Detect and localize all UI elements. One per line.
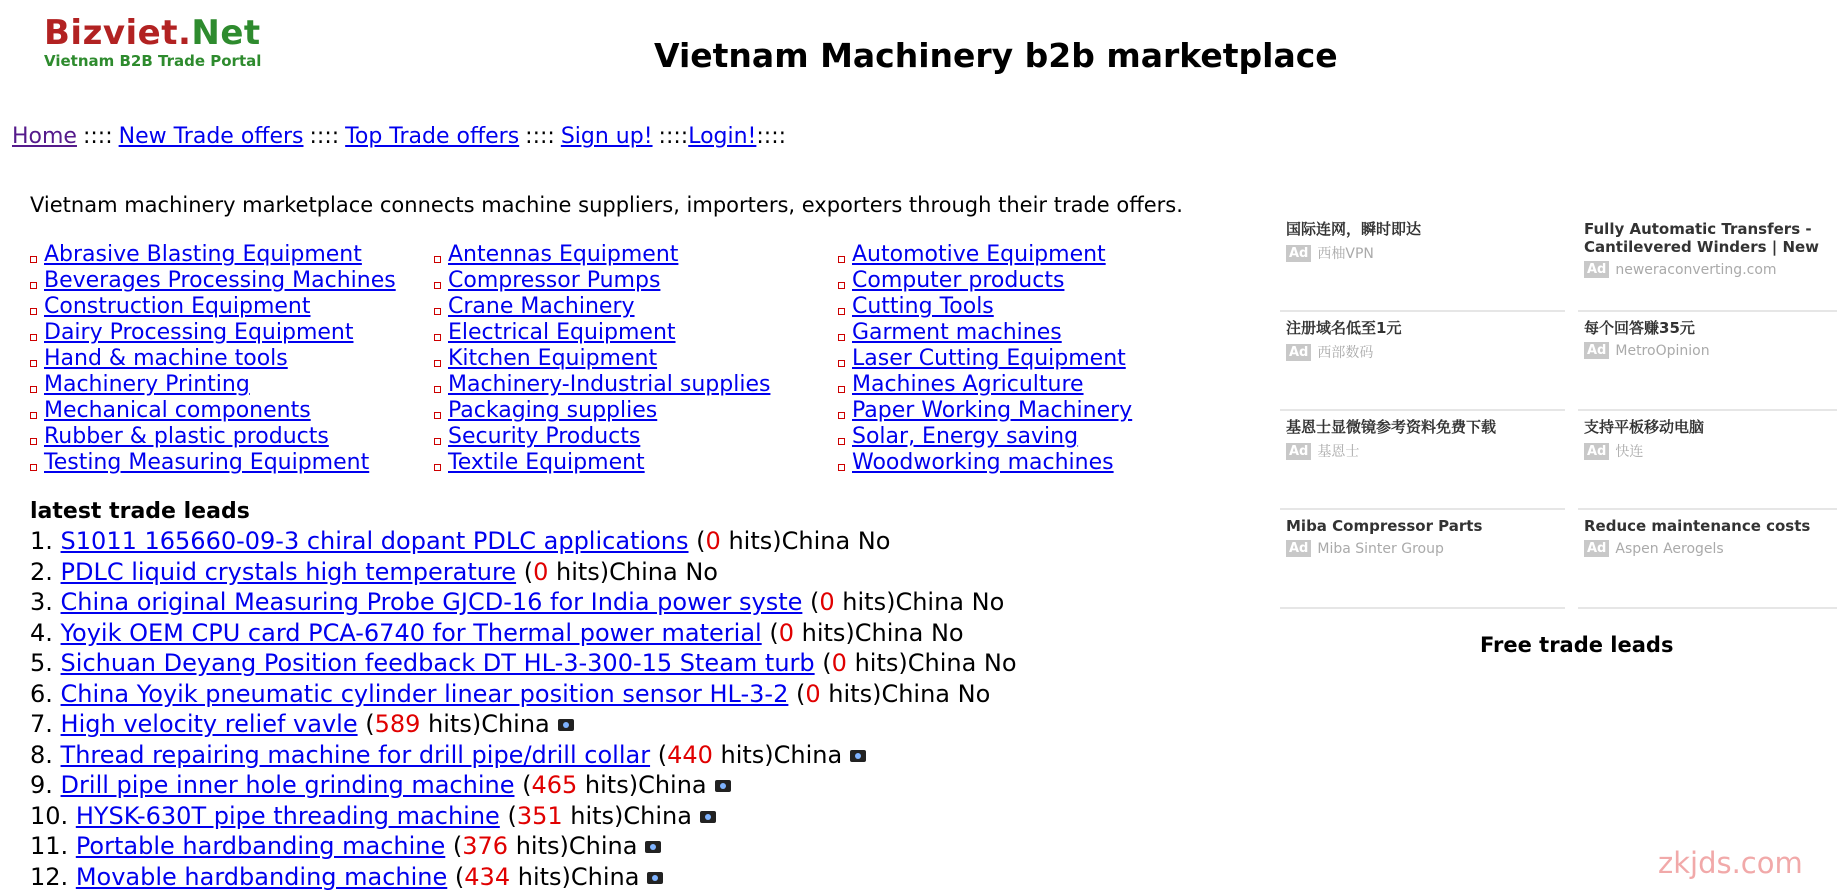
category-item: [838, 346, 1242, 372]
paren: (: [514, 771, 532, 799]
paren: (: [650, 740, 668, 769]
trade-lead-row: [30, 740, 1017, 771]
category-link[interactable]: Laser Cutting Equipment: [852, 346, 1126, 371]
category-link[interactable]: Packaging supplies: [448, 398, 658, 423]
category-link[interactable]: Hand & machine tools: [44, 346, 288, 371]
trade-lead-row: [30, 557, 1017, 588]
lead-link[interactable]: High velocity relief vavle: [60, 710, 358, 738]
lead-suffix: hits)China No: [801, 618, 964, 647]
trade-lead-row: [30, 679, 1017, 710]
category-link[interactable]: Beverages Processing Machines: [44, 268, 396, 293]
category-link[interactable]: Compressor Pumps: [448, 268, 661, 293]
category-link[interactable]: Solar, Energy saving: [852, 424, 1079, 449]
paren: (: [788, 679, 806, 708]
lead-link[interactable]: Portable hardbanding machine: [75, 832, 446, 860]
category-item: [434, 268, 838, 294]
leads-heading: latest trade leads: [30, 499, 250, 524]
ad-card[interactable]: [1280, 210, 1565, 312]
paren: (: [357, 710, 375, 738]
lead-suffix: hits)China No: [854, 649, 1017, 677]
ad-source[interactable]: 快连: [1615, 444, 1644, 460]
bullet-icon: [434, 308, 441, 315]
bullet-icon: [838, 334, 845, 341]
trade-lead-row: [30, 862, 1017, 893]
trade-lead-row: [30, 801, 1017, 832]
nav-separator: ::::: [82, 124, 113, 149]
nav-top-trade-offers-link[interactable]: Top Trade offers: [345, 124, 520, 149]
category-link[interactable]: Dairy Processing Equipment: [44, 320, 354, 345]
ad-source[interactable]: MetroOpinion: [1615, 342, 1710, 359]
ad-title[interactable]: 国际连网，瞬时即达: [1286, 220, 1422, 238]
hit-count: 376: [462, 832, 509, 860]
ad-source-line: [1584, 261, 1837, 278]
lead-link[interactable]: Sichuan Deyang Position feedback DT HL-3-300-15 Steam turb: [60, 649, 815, 677]
bullet-icon: [434, 412, 441, 419]
ad-title[interactable]: Fully Automatic Transfers - Cantilevered Winders | New: [1584, 220, 1820, 256]
trade-lead-row: [30, 587, 1017, 618]
lead-number: 7.: [30, 710, 53, 738]
paren: (: [516, 557, 534, 586]
trade-lead-row: [30, 709, 1017, 740]
category-item: [838, 294, 1242, 320]
ad-source-line: [1286, 342, 1565, 362]
category-item: [838, 268, 1242, 294]
category-item: [30, 294, 434, 320]
bullet-icon: [30, 438, 37, 445]
ad-source-line: [1286, 243, 1565, 263]
category-link[interactable]: Textile Equipment: [448, 450, 645, 475]
lead-suffix: hits)China No: [842, 588, 1005, 616]
category-item: [838, 424, 1242, 450]
category-item: [434, 320, 838, 346]
category-link[interactable]: Abrasive Blasting Equipment: [44, 242, 362, 267]
category-link[interactable]: Kitchen Equipment: [448, 346, 658, 371]
lead-link[interactable]: Drill pipe inner hole grinding machine: [60, 771, 515, 799]
category-link[interactable]: Cutting Tools: [852, 294, 994, 319]
ad-badge: Ad: [1286, 245, 1311, 262]
nav-separator: ::::: [658, 124, 689, 149]
bullet-icon: [434, 282, 441, 289]
category-link[interactable]: Paper Working Machinery: [852, 398, 1133, 423]
category-link[interactable]: Machinery Printing: [44, 372, 250, 397]
hit-count: 351: [516, 801, 563, 830]
logo-text: Bizviet.Net: [44, 13, 261, 53]
ad-badge: Ad: [1286, 540, 1311, 557]
ad-card[interactable]: [1578, 507, 1837, 609]
nav-login-link[interactable]: Login!: [688, 124, 757, 149]
hit-count: 0: [831, 649, 847, 677]
nav-separator: ::::: [309, 124, 340, 149]
site-logo[interactable]: [44, 14, 261, 70]
bullet-icon: [434, 334, 441, 341]
ad-title[interactable]: Miba Compressor Parts: [1286, 517, 1483, 535]
trade-leads-list: [30, 526, 1017, 892]
ad-card[interactable]: [1578, 408, 1837, 510]
category-link[interactable]: Rubber & plastic products: [44, 424, 329, 449]
ad-source-line: [1584, 342, 1837, 359]
ad-source-line: [1286, 540, 1565, 557]
category-item: [30, 320, 434, 346]
category-link[interactable]: Security Products: [448, 424, 641, 449]
trade-lead-row: [30, 618, 1017, 649]
nav-separator: ::::: [756, 124, 787, 149]
camera-icon: [700, 811, 716, 823]
ad-badge: Ad: [1286, 443, 1311, 460]
bullet-icon: [838, 464, 845, 471]
lead-suffix: hits)China: [570, 801, 692, 830]
ad-title[interactable]: 注册域名低至1元: [1286, 319, 1402, 337]
category-link[interactable]: Computer products: [852, 268, 1065, 293]
trade-lead-row: [30, 770, 1017, 801]
category-item: [838, 372, 1242, 398]
bullet-icon: [434, 360, 441, 367]
bullet-icon: [838, 412, 845, 419]
logo-subtitle: Vietnam B2B Trade Portal: [44, 52, 262, 70]
category-item: [30, 242, 434, 268]
ad-source[interactable]: 西部数码: [1317, 345, 1374, 361]
category-item: [434, 450, 838, 476]
ad-source[interactable]: 基恩士: [1317, 444, 1360, 460]
category-item: [434, 372, 838, 398]
category-item: [838, 398, 1242, 424]
ad-badge: Ad: [1584, 540, 1609, 557]
lead-number: 5.: [30, 649, 53, 677]
camera-icon: [558, 719, 574, 731]
ad-badge: Ad: [1584, 261, 1609, 278]
hit-count: 440: [667, 740, 713, 769]
lead-suffix: hits)China: [517, 862, 640, 891]
hit-count: 434: [464, 862, 511, 891]
category-link[interactable]: Garment machines: [852, 320, 1062, 345]
paren: (: [814, 649, 832, 677]
ad-source-line: [1584, 540, 1837, 557]
bullet-icon: [30, 282, 37, 289]
bullet-icon: [30, 256, 37, 263]
paren: (: [499, 801, 517, 830]
category-link[interactable]: Machines Agriculture: [852, 372, 1084, 397]
bullet-icon: [838, 360, 845, 367]
lead-link[interactable]: Movable hardbanding machine: [75, 862, 448, 891]
bullet-icon: [838, 386, 845, 393]
ad-source-line: [1286, 441, 1565, 461]
lead-link[interactable]: S1011 165660-09-3 chiral dopant PDLC applications: [60, 527, 689, 555]
bullet-icon: [30, 412, 37, 419]
category-link[interactable]: Testing Measuring Equipment: [44, 450, 370, 475]
hit-count: 465: [531, 771, 578, 799]
lead-link[interactable]: PDLC liquid crystals high temperature: [60, 557, 517, 586]
nav-new-trade-offers-link[interactable]: New Trade offers: [118, 124, 304, 149]
lead-number: 3.: [30, 588, 53, 616]
category-item: [30, 450, 434, 476]
lead-suffix: hits)China No: [556, 557, 718, 586]
nav-home-link[interactable]: Home: [12, 124, 77, 149]
ad-badge: Ad: [1286, 344, 1311, 361]
lead-number: 10.: [30, 801, 69, 830]
paren: (: [447, 862, 465, 891]
category-item: [838, 242, 1242, 268]
ad-badge: Ad: [1584, 342, 1609, 359]
category-item: [838, 450, 1242, 476]
lead-number: 8.: [30, 740, 53, 769]
paren: (: [445, 832, 463, 860]
lead-link[interactable]: China original Measuring Probe GJCD-16 for India power syste: [60, 588, 803, 616]
ad-source[interactable]: 西柚VPN: [1317, 246, 1374, 262]
category-grid: [30, 242, 1242, 476]
hit-count: 0: [805, 679, 821, 708]
ad-card[interactable]: [1578, 309, 1837, 411]
category-item: [838, 320, 1242, 346]
bullet-icon: [838, 282, 845, 289]
lead-link[interactable]: HYSK-630T pipe threading machine: [75, 801, 500, 830]
category-link[interactable]: Antennas Equipment: [448, 242, 679, 267]
lead-link[interactable]: Thread repairing machine for drill pipe/drill collar: [60, 740, 651, 769]
category-item: [434, 424, 838, 450]
camera-icon: [715, 780, 731, 792]
ad-title[interactable]: 每个回答赚35元: [1584, 319, 1695, 337]
hit-count: 589: [374, 710, 421, 738]
category-item: [434, 398, 838, 424]
hit-count: 0: [705, 527, 721, 555]
ad-card[interactable]: [1280, 309, 1565, 411]
category-link[interactable]: Machinery-Industrial supplies: [448, 372, 771, 397]
lead-number: 9.: [30, 771, 53, 799]
ad-card[interactable]: [1578, 210, 1837, 312]
paren: (: [802, 588, 820, 616]
watermark: zkjds.com: [1658, 846, 1803, 880]
trade-lead-row: [30, 831, 1017, 862]
ad-source-line: [1584, 441, 1837, 461]
bullet-icon: [434, 256, 441, 263]
ad-title[interactable]: 基恩士显微镜参考资料免费下载: [1286, 418, 1497, 436]
category-link[interactable]: Crane Machinery: [448, 294, 635, 319]
trade-lead-row: [30, 526, 1017, 557]
lead-suffix: hits)China: [428, 710, 550, 738]
free-trade-leads-heading: Free trade leads: [1480, 633, 1674, 657]
bullet-icon: [30, 308, 37, 315]
lead-suffix: hits)China: [584, 771, 707, 799]
paren: (: [688, 527, 706, 555]
category-item: [30, 346, 434, 372]
intro-text: Vietnam machinery marketplace connects machine suppliers, importers, exporters through their trade offers.: [30, 193, 1183, 217]
bullet-icon: [838, 438, 845, 445]
lead-number: 11.: [30, 832, 69, 860]
category-item: [30, 372, 434, 398]
category-item: [434, 346, 838, 372]
lead-number: 6.: [30, 679, 53, 708]
hit-count: 0: [819, 588, 835, 616]
category-link[interactable]: Electrical Equipment: [448, 320, 676, 345]
page-title: Vietnam Machinery b2b marketplace: [654, 36, 1338, 75]
ad-title[interactable]: 支持平板移动电脑: [1584, 418, 1705, 436]
bullet-icon: [30, 386, 37, 393]
lead-number: 12.: [30, 862, 69, 891]
trade-lead-row: [30, 648, 1017, 679]
category-item: [434, 294, 838, 320]
lead-suffix: hits)China No: [828, 679, 991, 708]
lead-number: 4.: [30, 618, 53, 647]
category-link[interactable]: Automotive Equipment: [852, 242, 1106, 267]
ad-title[interactable]: Reduce maintenance costs: [1584, 517, 1811, 535]
category-link[interactable]: Mechanical components: [44, 398, 311, 423]
category-item: [30, 398, 434, 424]
nav-separator: ::::: [525, 124, 555, 149]
ad-source[interactable]: Miba Sinter Group: [1317, 540, 1444, 557]
camera-icon: [647, 872, 663, 884]
lead-suffix: hits)China No: [728, 527, 891, 555]
category-link[interactable]: Construction Equipment: [44, 294, 311, 319]
bullet-icon: [434, 464, 441, 471]
lead-link[interactable]: Yoyik OEM CPU card PCA-6740 for Thermal power material: [60, 618, 762, 647]
hit-count: 0: [778, 618, 794, 647]
camera-icon: [645, 841, 661, 853]
category-item: [30, 268, 434, 294]
lead-suffix: hits)China: [515, 832, 638, 860]
lead-suffix: hits)China: [720, 740, 843, 769]
category-item: [30, 424, 434, 450]
ad-source[interactable]: neweraconverting.com: [1615, 261, 1777, 278]
top-nav: [12, 124, 786, 149]
ad-source[interactable]: Aspen Aerogels: [1615, 540, 1724, 557]
bullet-icon: [30, 464, 37, 471]
bullet-icon: [30, 360, 37, 367]
bullet-icon: [434, 438, 441, 445]
lead-number: 1.: [30, 527, 53, 555]
nav-signup-link[interactable]: Sign up!: [560, 124, 653, 149]
lead-number: 2.: [30, 557, 53, 586]
ad-card[interactable]: [1280, 507, 1565, 609]
bullet-icon: [30, 334, 37, 341]
ad-badge: Ad: [1584, 443, 1609, 460]
bullet-icon: [838, 256, 845, 263]
category-link[interactable]: Woodworking machines: [852, 450, 1114, 475]
ad-card[interactable]: [1280, 408, 1565, 510]
lead-link[interactable]: China Yoyik pneumatic cylinder linear position sensor HL-3-2: [60, 679, 789, 708]
camera-icon: [850, 750, 866, 762]
bullet-icon: [434, 386, 441, 393]
category-item: [434, 242, 838, 268]
hit-count: 0: [533, 557, 549, 586]
bullet-icon: [838, 308, 845, 315]
paren: (: [761, 618, 779, 647]
